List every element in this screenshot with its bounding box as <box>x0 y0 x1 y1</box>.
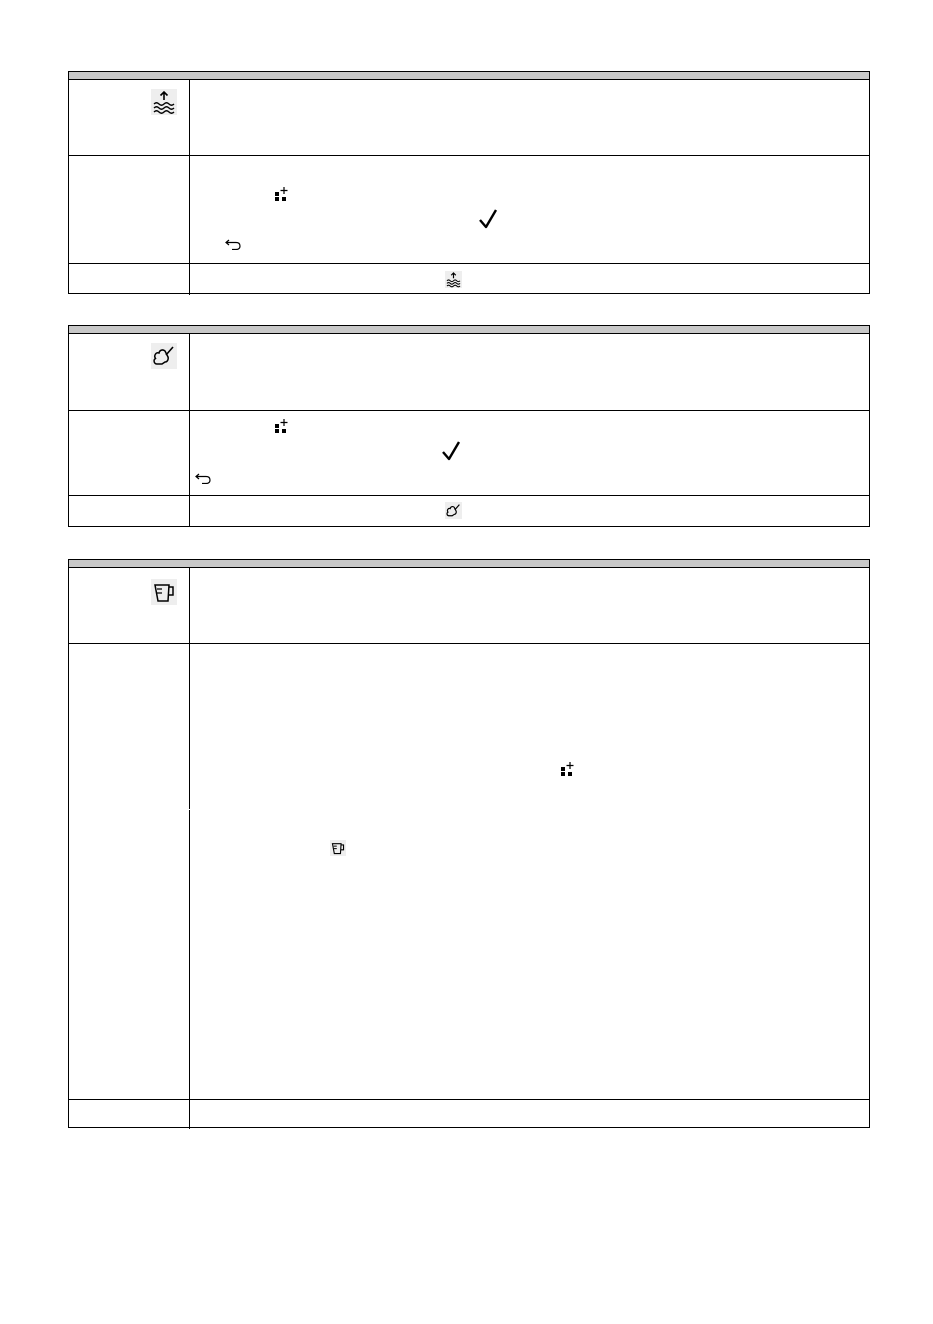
measuring-jug-icon <box>151 579 177 605</box>
row-content-cell <box>190 810 869 1099</box>
row-label-cell <box>69 644 190 809</box>
settings-dots-plus-icon <box>274 186 290 202</box>
steam-clean-section <box>68 325 870 527</box>
table-row <box>69 155 869 263</box>
row-content-cell <box>190 644 869 809</box>
measuring-jug-icon <box>330 840 346 856</box>
table-row <box>69 410 869 495</box>
table-row <box>69 568 869 643</box>
checkmark-icon <box>478 208 498 230</box>
table-row <box>69 495 869 526</box>
row-label-cell <box>69 568 190 643</box>
table-row <box>69 263 869 295</box>
settings-dots-plus-icon <box>274 418 290 434</box>
section-header-bar <box>69 72 869 80</box>
table-row <box>69 80 869 155</box>
row-label-cell <box>69 264 190 295</box>
settings-dots-plus-icon <box>560 761 576 777</box>
section-header-bar <box>69 560 869 568</box>
checkmark-icon <box>441 440 461 462</box>
back-arrow-icon <box>194 472 212 484</box>
row-label-cell <box>69 156 190 263</box>
row-content-cell <box>190 80 869 155</box>
row-label-cell <box>69 411 190 495</box>
row-content-cell <box>190 264 869 295</box>
table-row <box>69 1099 869 1129</box>
row-label-cell <box>69 496 190 526</box>
row-content-cell <box>190 568 869 643</box>
row-label-cell <box>69 80 190 155</box>
table-row <box>69 643 869 809</box>
row-label-cell <box>69 810 190 1099</box>
row-content-cell <box>190 411 869 495</box>
table-row <box>69 334 869 410</box>
row-content-cell <box>190 1100 869 1129</box>
descale-icon <box>445 271 462 288</box>
measuring-jug-section <box>68 559 870 1128</box>
steam-clean-icon <box>151 343 177 369</box>
row-label-cell <box>69 334 190 410</box>
back-arrow-icon <box>224 238 242 250</box>
descale-icon <box>151 89 177 115</box>
row-content-cell <box>190 496 869 526</box>
row-content-cell <box>190 156 869 263</box>
steam-clean-icon <box>445 502 462 519</box>
row-content-cell <box>190 334 869 410</box>
row-label-cell <box>69 1100 190 1129</box>
descale-section <box>68 71 870 294</box>
table-row <box>69 809 869 1099</box>
section-header-bar <box>69 326 869 334</box>
